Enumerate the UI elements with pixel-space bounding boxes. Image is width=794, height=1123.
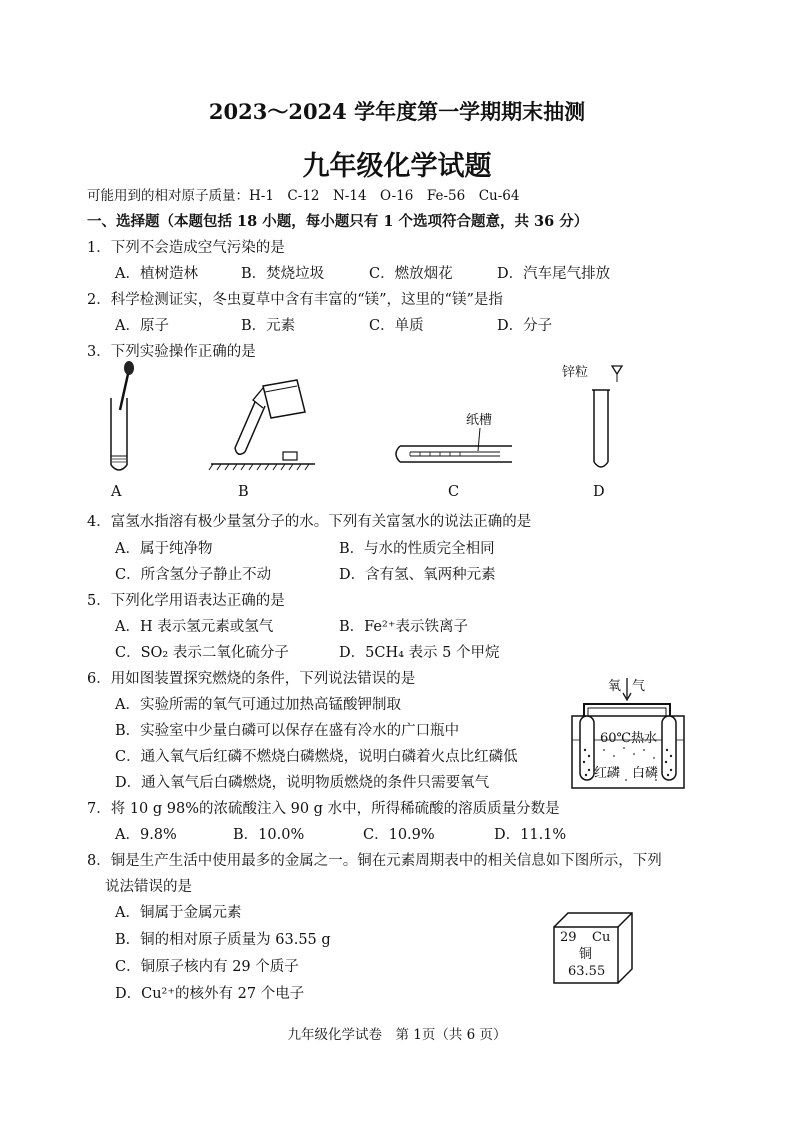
question-stem: 3．下列实验操作正确的是: [87, 344, 256, 360]
option-b: B．Fe²⁺表示铁离子: [339, 619, 468, 635]
question-stem: 6．用如图装置探究燃烧的条件，下列说法错误的是: [87, 671, 416, 687]
option-d: D．含有氢、氧两种元素: [339, 567, 496, 583]
figure-label: B: [238, 484, 249, 500]
combustion-apparatus-figure: [568, 676, 696, 792]
option-c: C．燃放烟花: [369, 266, 453, 282]
option-a: A．H 表示氢元素或氢气: [115, 619, 274, 635]
option-b: B．铜的相对原子质量为 63.55 g: [115, 932, 331, 948]
option-c: C．所含氢分子静止不动: [115, 567, 272, 583]
question-stem: 7．将 10 g 98%的浓硫酸注入 90 g 水中，所得稀硫酸的溶质质量分数是: [87, 801, 560, 817]
question-stem: 1．下列不会造成空气污染的是: [87, 240, 285, 256]
oxygen-label: 氧: [608, 679, 622, 694]
paper-trough-label: 纸槽: [466, 413, 493, 428]
option-c: C．SO₂ 表示二氧化硫分子: [115, 645, 289, 661]
option-d: D．11.1%: [494, 827, 567, 843]
figure-label: D: [593, 484, 605, 500]
option-a: A．植树造林: [115, 266, 198, 282]
option-c: C．铜原子核内有 29 个质子: [115, 959, 299, 975]
option-a: A．9.8%: [115, 827, 177, 843]
copper-element-card: [548, 907, 638, 987]
white-phosphorus-label: 白磷: [632, 766, 659, 781]
option-d: D．通入氧气后白磷燃烧，说明物质燃烧的条件只需要氧气: [115, 775, 490, 791]
figure-b-pouring: [205, 378, 325, 473]
question-stem: 4．富氢水指溶有极少量氢分子的水。下列有关富氢水的说法正确的是: [87, 514, 532, 530]
question-stem: 8．铜是生产生活中使用最多的金属之一。铜在元素周期表中的相关信息如下图所示，下列: [87, 853, 662, 869]
question-stem-continued: 说法错误的是: [105, 879, 192, 895]
figure-c-paper-trough: [390, 410, 525, 470]
element-symbol: Cu: [592, 930, 611, 945]
option-c: C．10.9%: [363, 827, 435, 843]
option-c: C．单质: [369, 318, 424, 334]
option-d: D．5CH₄ 表示 5 个甲烷: [339, 645, 500, 661]
option-b: B．与水的性质完全相同: [339, 541, 495, 557]
red-phosphorus-label: 红磷: [594, 766, 621, 781]
figure-label: C: [448, 484, 460, 500]
question-stem: 5．下列化学用语表达正确的是: [87, 593, 285, 609]
atomic-mass: 63.55: [568, 964, 606, 979]
option-b: B．元素: [241, 318, 296, 334]
atomic-masses: 可能用到的相对原子质量：H-1 C-12 N-14 O-16 Fe-56 Cu-64: [87, 188, 520, 204]
option-d: D．分子: [497, 318, 553, 334]
atomic-number: 29: [560, 930, 577, 945]
page-footer: 九年级化学试卷 第 1页（共 6 页）: [287, 1027, 507, 1043]
option-b: B．实验室中少量白磷可以保存在盛有冷水的广口瓶中: [115, 723, 460, 739]
figure-d-zinc-tube: [560, 360, 640, 475]
zinc-label: 锌粒: [562, 365, 589, 380]
gas-label: 气: [632, 679, 646, 694]
option-a: A．原子: [115, 318, 169, 334]
figure-a-dropper: [100, 360, 140, 475]
option-a: A．实验所需的氧气可通过加热高锰酸钾制取: [115, 697, 401, 713]
option-b: B．10.0%: [233, 827, 305, 843]
option-d: D．汽车尾气排放: [497, 266, 611, 282]
option-b: B．焚烧垃圾: [241, 266, 325, 282]
exam-subtitle: 九年级化学试题: [302, 151, 492, 182]
element-name: 铜: [579, 947, 593, 962]
hot-water-label: 60℃热水: [600, 731, 658, 746]
option-a: A．铜属于金属元素: [115, 905, 242, 921]
option-a: A．属于纯净物: [115, 541, 213, 557]
option-c: C．通入氧气后红磷不燃烧白磷燃烧，说明白磷着火点比红磷低: [115, 749, 518, 765]
question-stem: 2．科学检测证实，冬虫夏草中含有丰富的“镁”，这里的“镁”是指: [87, 292, 503, 308]
option-d: D．Cu²⁺的核外有 27 个电子: [115, 986, 305, 1002]
section-heading: 一、选择题（本题包括 18 小题，每小题只有 1 个选项符合题意，共 36 分）: [87, 213, 589, 230]
exam-title: 2023～2024 学年度第一学期期末抽测: [208, 99, 586, 124]
figure-label: A: [111, 484, 122, 500]
